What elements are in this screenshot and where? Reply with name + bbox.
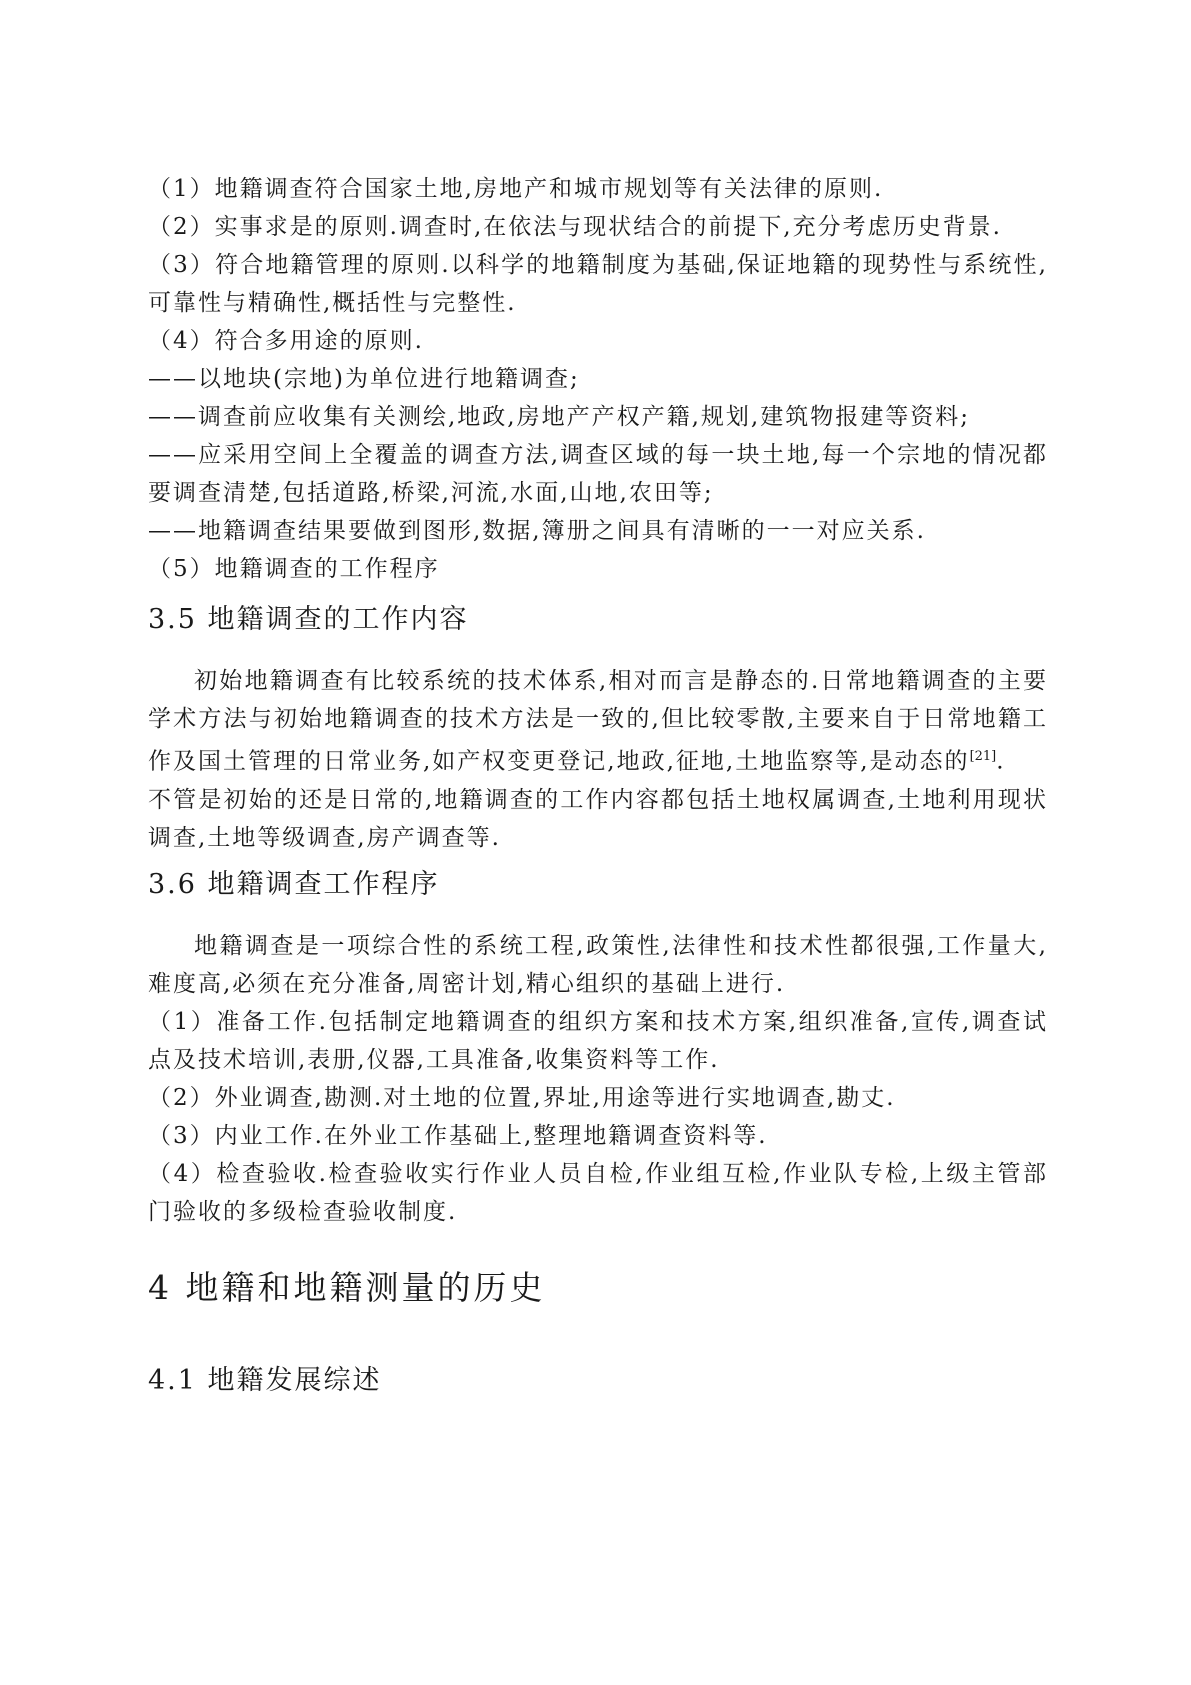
principle-5: （5）地籍调查的工作程序 <box>148 556 440 582</box>
principle-4-bullet-4: ——地籍调查结果要做到图形,数据,簿册之间具有清晰的一一对应关系. <box>148 518 926 544</box>
section-3-6-step-3: （3）内业工作.在外业工作基础上,整理地籍调查资料等. <box>148 1122 768 1149</box>
principle-1: （1）地籍调查符合国家土地,房地产和城市规划等有关法律的原则. <box>148 176 884 202</box>
section-3-5-heading: 3.5 地籍调查的工作内容 <box>148 604 469 635</box>
chapter-4-heading: 4 地籍和地籍测量的历史 <box>148 1267 546 1307</box>
principle-4: （4）符合多用途的原则. <box>148 328 424 354</box>
section-3-6-step-4: （4）检查验收.检查验收实行作业人员自检,作业组互检,作业队专检,上级主管部门验收的多级检查验收制度. <box>148 1160 1048 1225</box>
section-3-5-paragraph-2: 不管是初始的还是日常的,地籍调查的工作内容都包括土地权属调查,土地利用现状调查,土地等级调查,房产调查等. <box>148 786 1048 851</box>
section-3-6-step-2: （2）外业调查,勘测.对土地的位置,界址,用途等进行实地调查,勘丈. <box>148 1084 896 1111</box>
section-3-6-step-1: （1）准备工作.包括制定地籍调查的组织方案和技术方案,组织准备,宣传,调查试点及技术培训,表册,仪器,工具准备,收集资料等工作. <box>148 1008 1048 1073</box>
principle-4-bullet-1: ——以地块(宗地)为单位进行地籍调查; <box>148 366 580 392</box>
document-page <box>148 170 1048 1401</box>
section-3-5-paragraph-1-text: 初始地籍调查有比较系统的技术体系,相对而言是静态的.日常地籍调查的主要学术方法与初始地籍调查的技术方法是一致的,但比较零散,主要来自于日常地籍工作及国土管理的日常业务,如产权变更登记,地政,征地,土地监察等,是动态的 <box>148 668 1048 775</box>
section-4-1-heading: 4.1 地籍发展综述 <box>148 1364 382 1396</box>
section-3-6-intro: 地籍调查是一项综合性的系统工程,政策性,法律性和技术性都很强,工作量大,难度高,必须在充分准备,周密计划,精心组织的基础上进行. <box>148 932 1048 997</box>
citation-21: [21] <box>969 749 997 764</box>
principle-4-bullet-3: ——应采用空间上全覆盖的调查方法,调查区域的每一块土地,每一个宗地的情况都要调查清楚,包括道路,桥梁,河流,水面,山地,农田等; <box>148 442 1048 506</box>
principle-2: （2）实事求是的原则.调查时,在依法与现状结合的前提下,充分考虑历史背景. <box>148 214 1002 240</box>
principle-4-bullet-2: ——调查前应收集有关测绘,地政,房地产产权产籍,规划,建筑物报建等资料; <box>148 404 970 430</box>
section-3-6-heading: 3.6 地籍调查工作程序 <box>148 868 440 900</box>
principle-3: （3）符合地籍管理的原则.以科学的地籍制度为基础,保证地籍的现势性与系统性,可靠性与精确性,概括性与完整性. <box>148 252 1048 316</box>
section-3-5-paragraph-1 <box>148 662 1048 781</box>
section-3-5-paragraph-1-end: . <box>996 748 1006 775</box>
